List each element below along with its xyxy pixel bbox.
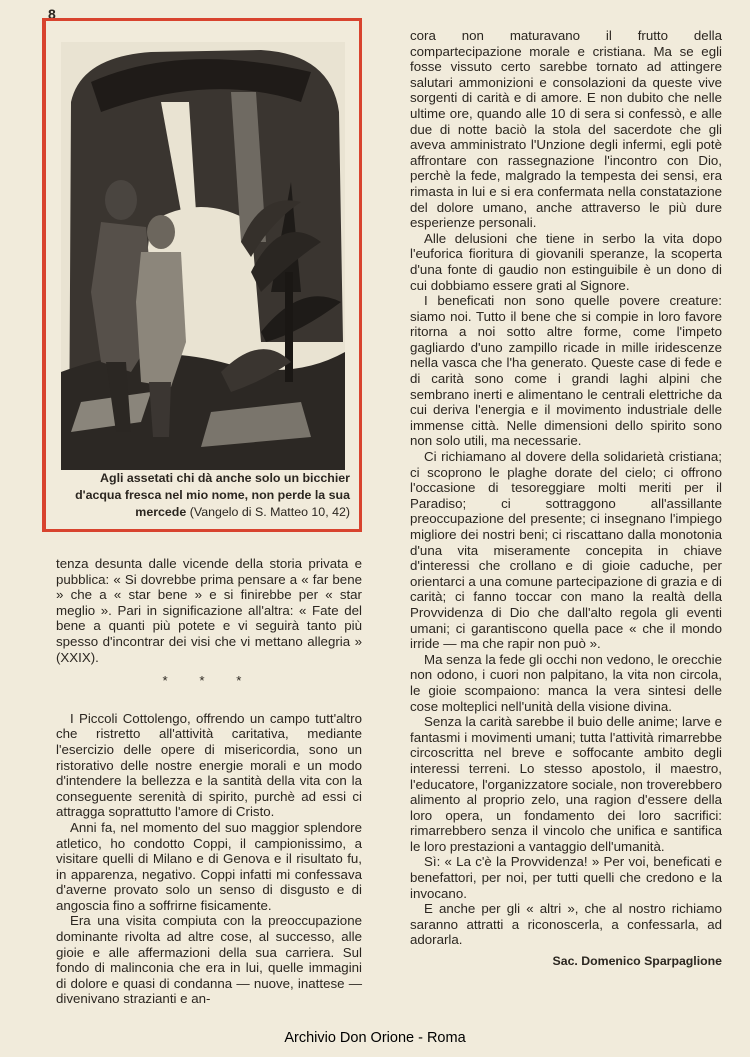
left-paragraph: Anni fa, nel momento del suo maggior splendore atletico, ho condotto Coppi, il campionissimo, a visitare quelli di Milano e di Genova e il risultato fu, in apparenza, negativo. Coppi infatti mi confessava d'averne provato solo un senso di disgusto e di angoscia fino a soffrirne fisicamente.: [56, 819, 362, 913]
right-paragraph: E anche per gli « altri », che al nostro richiamo saranno attratti a riconoscerla, a confessarla, ad adorarla.: [410, 901, 722, 948]
illustration-drawing: [61, 42, 345, 470]
left-paragraph: Era una visita compiuta con la preoccupazione dominante rivolta ad altre cose, al successo, alle gioie e alle affermazioni della sua carriera. Sul fondo di malinconia che era in lui, quelle immagini di dolore e quasi di condanna — nuove, inattese — divenivano strazianti e an-: [56, 913, 362, 1007]
page-number: 8: [48, 6, 56, 22]
illustration: [61, 42, 345, 470]
left-paragraph: tenza desunta dalle vicende della storia privata e pubblica: « Si dovrebbe prima pensare a « far bene » che a « star bene » e si finirebbe per « star meglio ». Pari in significazione all'altra: « Fate del bene a quanti più potete e vi seguirà tanto più spesso d'incontrar dei visi che vi mettano allegria » (XXIX).: [56, 556, 362, 665]
right-column: [410, 28, 722, 970]
archive-footer: Archivio Don Orione - Roma: [284, 1030, 466, 1046]
author-signature: Sac. Domenico Sparpaglione: [552, 954, 722, 969]
illustration-caption: [60, 470, 350, 521]
right-paragraph: cora non maturavano il frutto della compartecipazione morale e cristiana. Ma se egli fosse vissuto certo sarebbe tornato ad attingere salutari ammonizioni e consolazioni da queste vive sorgenti di carità e di amore. E non dubito che nelle ultime ore, quando alle 10 di sera si confessò, e alle due di notte baciò la stola del sacerdote che gli aveva amministrato l'Unzione degli infermi, egli potè affrontare con rassegnazione l'incontro con Dio, perchè la fede, malgrado la tempesta dei sensi, era rimasta in lui e si era confermata nella constatazione del dolore umano, anche attraverso le più dure esperienze personali.: [410, 28, 722, 231]
right-paragraph: I beneficati non sono quelle povere creature: siamo noi. Tutto il bene che si compie in loro favore ritorna a noi sotto altre forme, come l'impeto gagliardo d'uno zampillo ricade in mille iridescenze nella vasca che l'ha generato. Queste case di fede e di carità sono come i grandi laghi alpini che sembrano inerti e alimentano le centrali elettriche da cui deriva l'energia e il movimento industriale delle immense città. Nelle dimensioni dello spirito sono non solo utili, ma necessarie.: [410, 293, 722, 449]
right-paragraph: Alle delusioni che tiene in serbo la vita dopo l'euforica fioritura di giovanili speranze, la scoperta d'una fonte di gaudio non estinguibile è un dono di cui dobbiamo essere grati al Signore.: [410, 230, 722, 293]
right-paragraph: Sì: « La c'è la Provvidenza! » Per voi, beneficati e benefattori, per noi, per tutti quelli che credono e la invocano.: [410, 854, 722, 901]
caption-reference: (Vangelo di S. Matteo 10, 42): [189, 505, 350, 519]
left-paragraph: I Piccoli Cottolengo, offrendo un campo tutt'altro che ristretto all'attività caritativa, mediante l'esercizio delle opere di misericordia, sono un ristorativo delle nostre energie morali e un modo d'intendere la bellezza e la santità della vita con la conseguente serenità di spirito, purchè ad essi ci attragga soprattutto l'amore di Cristo.: [56, 710, 362, 820]
caption-text: Agli assetati chi dà anche solo un bicchier d'acqua fresca nel mio nome, non perde la sua mercede: [75, 471, 350, 519]
section-separator: * * *: [162, 673, 256, 689]
left-column: [56, 556, 362, 1007]
right-paragraph: Ma senza la fede gli occhi non vedono, le orecchie non odono, i cuori non palpitano, la vita non circola, le gioie scompaiono: manca la vera sintesi delle cose molteplici nell'unità della visione divina.: [410, 651, 722, 714]
right-paragraph: Senza la carità sarebbe il buio delle anime; larve e fantasmi i movimenti umani; tutta l'attività rimarrebbe circoscritta nel breve e soffocante ambito degli interessi terreni. Lo stesso apostolo, il maestro, l'educatore, l'organizzatore sociale, non troverebbero alimento al proprio zelo, una ragion d'essere della loro opera, un fondamento dei loro sacrifici: rimarrebbero senza il vincolo che unifica e santifica le loro prestazioni a vantaggio dell'umanità.: [410, 714, 722, 854]
right-paragraph: Ci richiamano al dovere della solidarietà cristiana; ci scoprono le plaghe dorate del cielo; ci offrono l'occasione di tesoreggiare molti meriti per il Paradiso; ci sottraggono all'assillante preoccupazione del presente; ci insegnano l'impiego migliore dei nostri beni; ci riscattano dalla monotonia d'una vita miseramente concepita in chiave d'interessi che crollano e di gioie caduche, per orientarci a una comune partecipazione di grazia e di carità; ci fanno toccar con mano la realtà della Provvidenza di Dio che dall'alto regola gli eventi umani; ci garantiscono quella pace « che il mondo irride — ma che rapir non può ».: [410, 449, 722, 652]
